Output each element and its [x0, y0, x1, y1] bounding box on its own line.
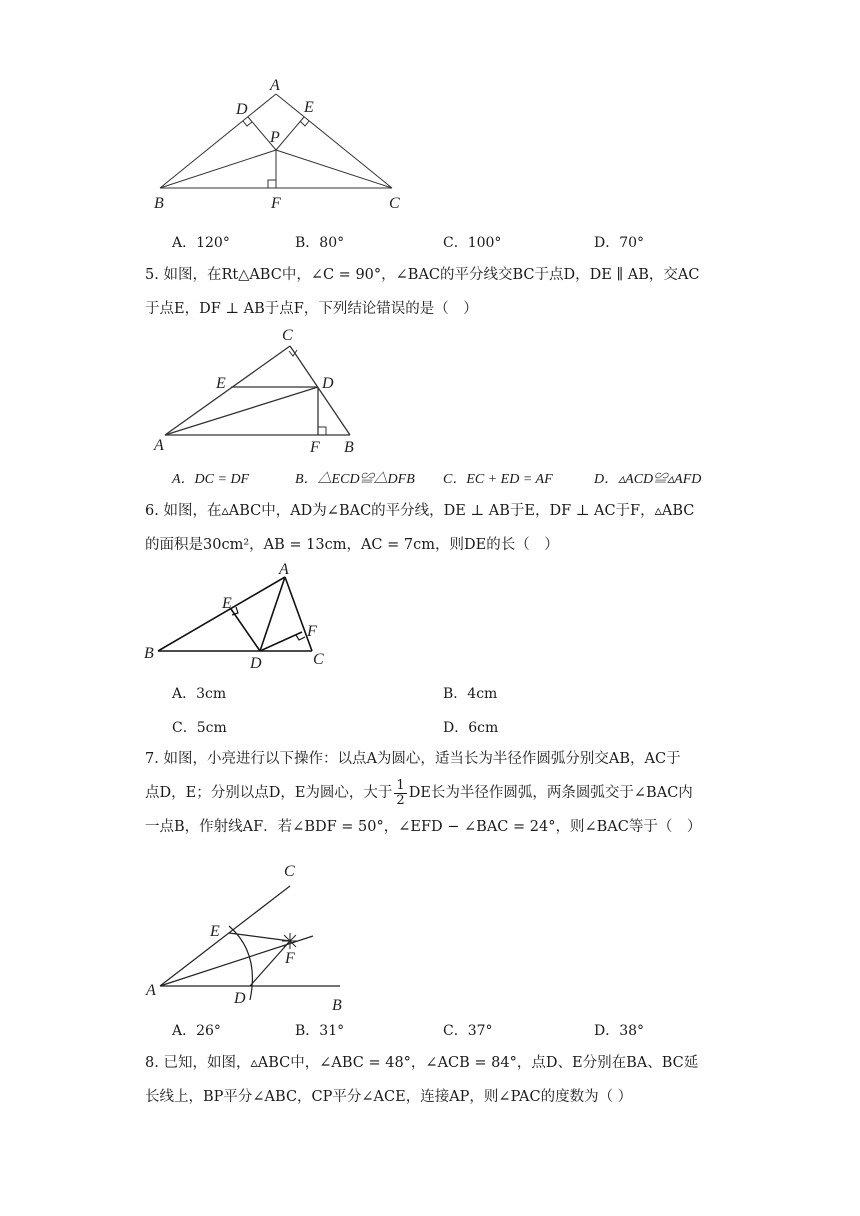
q6-option-b[interactable]: B．4cm — [443, 686, 498, 702]
q4-label-a: A — [270, 77, 280, 94]
q7-line-2b: DE长为半径作圆弧，两条圆弧交于∠BAC内 — [408, 785, 693, 801]
q7-option-b[interactable]: B．31° — [295, 1023, 345, 1039]
q4-label-d: D — [236, 101, 248, 118]
q7-line-2 — [145, 776, 720, 810]
q4-figure — [140, 74, 420, 216]
q4-option-c[interactable]: C．100° — [443, 235, 502, 251]
q4-label-b: B — [154, 195, 164, 212]
q5-label-d: D — [322, 375, 334, 392]
q6-label-a: A — [279, 561, 289, 578]
q5-label-b: B — [344, 439, 354, 456]
q6-label-e: E — [222, 595, 232, 612]
q8-line-2: 长线上，BP平分∠ABC，CP平分∠ACE，连接AP，则∠PAC的度数为（ ） — [145, 1089, 633, 1105]
q5-option-a[interactable]: A．DC = DF — [172, 472, 250, 487]
q7-line-3: 一点B，作射线AF．若∠BDF = 50°，∠EFD − ∠BAC = 24°，则∠BAC等于（ ） — [145, 819, 702, 835]
q6-label-d: D — [250, 655, 262, 672]
q7-label-b: B — [332, 997, 342, 1014]
q4-label-c: C — [389, 195, 400, 212]
q7-figure — [140, 858, 360, 1014]
q4-option-d[interactable]: D．70° — [594, 235, 645, 251]
q7-label-e: E — [210, 923, 220, 940]
q8-line-1: 8. 已知，如图，▵ABC中，∠ABC = 48°，∠ACB = 84°，点D、E分别在BA、BC延 — [145, 1055, 699, 1071]
q7-fraction-num: 1 — [396, 777, 405, 793]
q7-label-a: A — [146, 982, 156, 999]
q7-stem — [145, 742, 720, 844]
q5-option-b[interactable]: B．△ECD≌△DFB — [295, 472, 415, 487]
q6-label-c: C — [313, 651, 324, 668]
q6-option-a[interactable]: A．3cm — [172, 686, 227, 702]
q6-label-f: F — [307, 623, 317, 640]
q4-option-a[interactable]: A．120° — [172, 235, 230, 251]
q7-option-c[interactable]: C．37° — [443, 1023, 493, 1039]
q7-option-a[interactable]: A．26° — [172, 1023, 221, 1039]
q7-option-d[interactable]: D．38° — [594, 1023, 645, 1039]
q7-fraction — [394, 779, 406, 808]
q4-label-e: E — [304, 99, 314, 116]
q7-line-1: 7. 如图，小亮进行以下操作：以点A为圆心，适当长为半径作圆弧分别交AB，AC于 — [145, 751, 681, 767]
q7-fraction-den: 2 — [396, 792, 405, 808]
q5-figure — [150, 326, 370, 456]
q6-line-1: 6. 如图，在▵ABC中，AD为∠BAC的平分线，DE ⊥ AB于E，DF ⊥ AC于F，▵ABC — [145, 503, 695, 519]
q5-line-1: 5. 如图，在Rt△ABC中，∠C = 90°，∠BAC的平分线交BC于点D，DE ∥ AB，交AC — [145, 267, 700, 283]
q6-figure — [140, 560, 340, 672]
q4-label-p: P — [270, 129, 280, 146]
q5-option-c[interactable]: C．EC + ED = AF — [443, 472, 553, 487]
q5-line-2: 于点E，DF ⊥ AB于点F，下列结论错误的是（ ） — [145, 301, 478, 317]
q5-label-c: C — [282, 327, 293, 344]
q7-label-f: F — [285, 950, 295, 967]
q4-option-b[interactable]: B．80° — [295, 235, 345, 251]
q5-label-e: E — [216, 375, 226, 392]
q5-label-a: A — [154, 437, 164, 454]
q5-label-f: F — [310, 439, 320, 456]
q5-option-d[interactable]: D．▵ACD≌▵AFD — [594, 472, 702, 487]
q7-label-c: C — [284, 863, 295, 880]
q5-stem — [145, 258, 720, 326]
q8-stem — [145, 1046, 720, 1114]
q4-label-f: F — [271, 195, 281, 212]
q7-line-2a: 点D，E；分别以点D，E为圆心，大于 — [145, 785, 393, 801]
q7-label-d: D — [234, 990, 246, 1007]
q6-option-d[interactable]: D．6cm — [443, 720, 499, 736]
q6-label-b: B — [144, 645, 154, 662]
q6-option-c[interactable]: C．5cm — [172, 720, 227, 736]
q6-stem — [145, 494, 720, 562]
q6-line-2: 的面积是30cm²，AB = 13cm，AC = 7cm，则DE的长（ ） — [145, 537, 559, 553]
